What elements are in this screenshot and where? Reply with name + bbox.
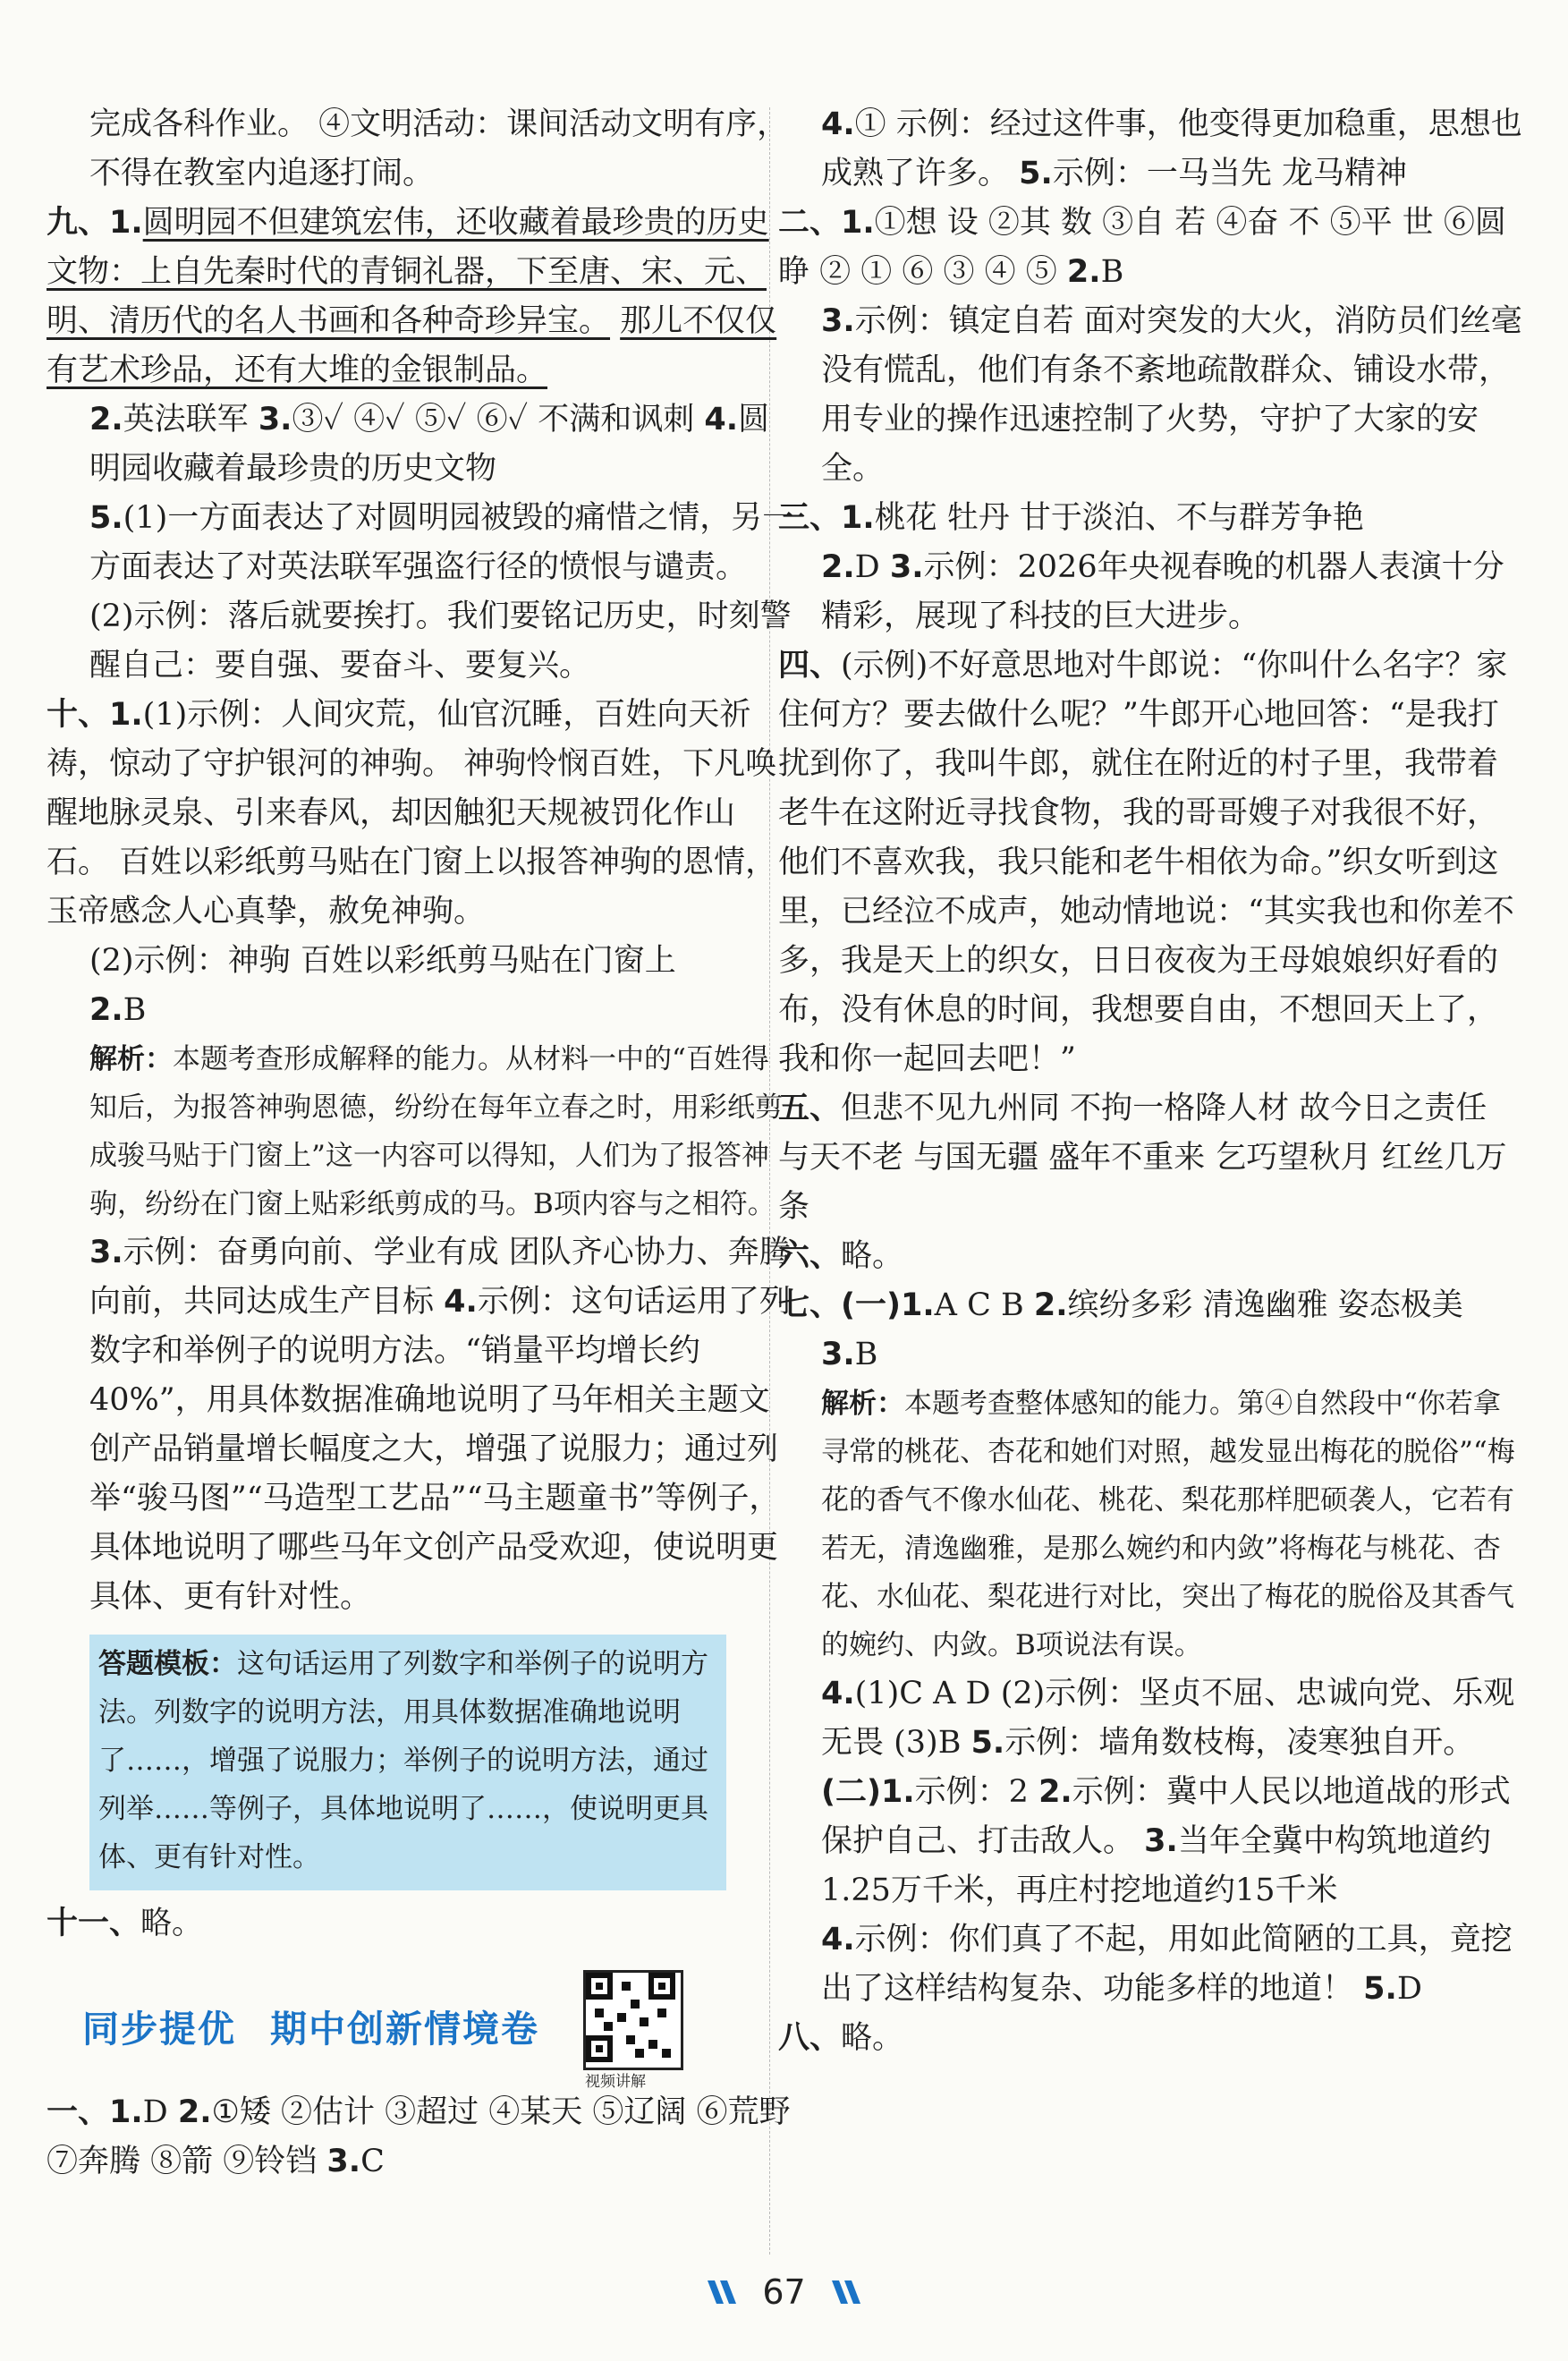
question-item bbox=[821, 1330, 1528, 1380]
section-2 bbox=[778, 199, 1528, 297]
answer-text: 示例：奋勇向前、学业有成 团队齐心协力、奔腾向前，共同达成生产目标 bbox=[89, 1235, 791, 1320]
answer-text: ③✓ ④✓ ⑤✓ ⑥✓ 不满和讽刺 bbox=[292, 402, 695, 437]
banner-title: 同步提优 bbox=[82, 2007, 236, 2051]
section-label: 八、 bbox=[778, 2020, 842, 2056]
section-label: 九、 bbox=[47, 205, 110, 241]
part-label: (一) bbox=[841, 1287, 902, 1323]
answer-text: (示例)不好意思地对牛郎说：“你叫什么名字？家住何方？要去做什么呢？”牛郎开心地回答：“是我打扰到你了，我叫牛郎，就住在附近的村子里，我带着老牛在这附近寻找食物，我的哥哥嫂子对我很不好，他们不喜欢我，我只能和老牛相依为命。”织女听到这里，已经泣不成声，她动情地说：“其实我也和你差不多，我是天上的织女，日日夜夜为王母娘娘织好看的布，没有休息的时间，我想要自由，不想回天上了，我和你一起回去吧！” bbox=[778, 648, 1514, 1077]
section-label: 十、 bbox=[47, 697, 110, 733]
section-9 bbox=[47, 199, 796, 395]
question-number: 3. bbox=[889, 549, 924, 585]
question-number: 1. bbox=[109, 2094, 143, 2130]
analysis-label: 解析： bbox=[89, 1043, 173, 1075]
analysis-text: 本题考查整体感知的能力。第④自然段中“你若拿寻常的桃花、杏花和她们对照，越发显出梅花的脱俗”“梅花的香气不像水仙花、桃花、梨花那样肥硕袭人，它若有若无，清逸幽雅，是那么婉约和内敛”将梅花与桃花、杏花、水仙花、梨花进行对比，突出了梅花的脱俗及其香气的婉约、内敛。B项说法有误。 bbox=[821, 1388, 1515, 1661]
section-label: 七、 bbox=[778, 1287, 842, 1323]
section-1 bbox=[47, 2088, 796, 2187]
section-11 bbox=[47, 1899, 796, 1949]
question-item bbox=[821, 1915, 1528, 2014]
question-number: 3. bbox=[821, 1337, 855, 1372]
answer-text: 示例：2026年央视春晚的机器人表演十分精彩，展现了科技的巨大进步。 bbox=[821, 549, 1504, 634]
question-number: 1. bbox=[109, 205, 143, 241]
question-number: 1. bbox=[109, 697, 143, 733]
question-number: 4. bbox=[821, 1922, 855, 1958]
section-label: 十一、 bbox=[47, 1906, 141, 1941]
question-number: 4. bbox=[704, 402, 739, 437]
answer-text: (1)C A D (2)示例：坚贞不屈、忠诚向党、乐观无畏 (3)B bbox=[821, 1676, 1515, 1761]
answer-text: B bbox=[854, 1337, 878, 1372]
answer-text: 示例：墙角数枝梅，凌寒独自开。 bbox=[1004, 1725, 1475, 1761]
double-chevron-right-icon bbox=[826, 2279, 866, 2306]
section-label: 六、 bbox=[778, 1238, 842, 1274]
question-number: 5. bbox=[970, 1725, 1005, 1761]
answer-text: 圆明园不但建筑宏伟，还收藏着最珍贵的历史文物：上自先秦时代的青铜礼器，下至唐、宋、元、明、清历代的名人书画和各种奇珍异宝。 bbox=[47, 205, 769, 339]
answer-text: 桃花 牡丹 甘于淡泊、不与群芳争艳 bbox=[874, 500, 1364, 536]
answer-text: 示例：一马当先 龙马精神 bbox=[1052, 156, 1407, 191]
answer-text: 圆明园收藏着最珍贵的历史文物 bbox=[89, 402, 770, 487]
question-number: 4. bbox=[821, 106, 855, 142]
question-number: 3. bbox=[326, 2144, 361, 2179]
question-item bbox=[821, 297, 1528, 494]
answer-text: B bbox=[1100, 254, 1124, 290]
question-number: 2. bbox=[1038, 1774, 1072, 1810]
left-column bbox=[47, 100, 796, 2187]
qr-caption: 视频讲解 bbox=[585, 2073, 646, 2091]
question-number: 1. bbox=[841, 500, 875, 536]
section-label: 一、 bbox=[47, 2094, 110, 2130]
answer-text: C bbox=[360, 2144, 385, 2179]
question-number: 2. bbox=[89, 992, 123, 1028]
section-6 bbox=[778, 1232, 1528, 1281]
answer-template bbox=[98, 1640, 714, 1881]
question-number: 1. bbox=[901, 1287, 935, 1323]
question-number: 4. bbox=[444, 1284, 478, 1320]
answer-text: 示例：2 bbox=[914, 1774, 1029, 1810]
question-number: 3. bbox=[89, 1235, 123, 1270]
analysis-label: 解析： bbox=[821, 1388, 904, 1420]
question-number: 3. bbox=[1144, 1823, 1178, 1859]
question-item bbox=[89, 395, 796, 494]
answer-text: 略。 bbox=[841, 1238, 904, 1274]
question-number: 3. bbox=[821, 303, 855, 339]
question-item bbox=[89, 494, 796, 691]
question-number: 3. bbox=[258, 402, 292, 437]
template-label: 答题模板： bbox=[98, 1648, 237, 1680]
question-item bbox=[89, 1228, 796, 1622]
template-text: 这句话运用了列数字和举例子的说明方法。列数字的说明方法，用具体数据准确地说明了……，增强了说服力；举例子的说明方法，通过列举……等例子，具体地说明了……，使说明更具体、更有针对性。 bbox=[98, 1648, 708, 1873]
answer-text: 示例：你们真了不起，用如此简陋的工具，竟挖出了这样结构复杂、功能多样的地道！ bbox=[821, 1922, 1513, 2007]
answer-text: 英法联军 bbox=[123, 402, 249, 437]
question-item bbox=[821, 1768, 1528, 1915]
question-number: 1. bbox=[841, 205, 875, 241]
section-label: 二、 bbox=[778, 205, 842, 241]
question-number: 4. bbox=[821, 1676, 855, 1711]
part-label: (二) bbox=[821, 1774, 881, 1810]
answer-text: (1)示例：人间灾荒，仙官沉睡，百姓向天祈祷，惊动了守护银河的神驹。 神驹怜悯百姓，下凡唤醒地脉灵泉、引来春风，却因触犯天规被罚化作山石。 百姓以彩纸剪马贴在门窗上以报答神驹的恩情，玉帝感念人心真挚，赦免神驹。 bbox=[47, 697, 777, 930]
section-label: 五、 bbox=[778, 1091, 842, 1126]
analysis-text: 本题考查形成解释的能力。从材料一中的“百姓得知后，为报答神驹恩德，纷纷在每年立春之时，用彩纸剪成骏马贴于门窗上”这一内容可以得知，人们为了报答神驹，纷纷在门窗上贴彩纸剪成的马。B项内容与之相符。 bbox=[89, 1043, 783, 1220]
answer-text: 那儿不仅仅有艺术珍品，还有大堆的金银制品。 bbox=[47, 303, 777, 388]
answer-text: 示例：这句话运用了列数字和举例子的说明方法。“销量平均增长约40%”，用具体数据准确地说明了马年相关主题文创产品销量增长幅度之大，增强了说服力；通过列举“骏马图”“马造型工艺品”“马主题童书”等例子，具体地说明了哪些马年文创产品受欢迎，使说明更具体、更有针对性。 bbox=[89, 1284, 791, 1615]
section-10 bbox=[47, 691, 796, 937]
question-number: 2. bbox=[89, 402, 123, 437]
question-number: 5. bbox=[1363, 1971, 1397, 2007]
answer-text: 但悲不见九州同 不拘一格降人材 故今日之责任 与天不老 与国无疆 盛年不重来 乞巧望秋月 红丝几万条 bbox=[778, 1091, 1507, 1225]
answer-text: D bbox=[142, 2094, 168, 2130]
answer-text: A C B bbox=[934, 1287, 1024, 1323]
question-number: 2. bbox=[177, 2094, 212, 2130]
answer-text: D bbox=[1396, 1971, 1422, 2007]
answer-text: ①矮 ②估计 ③超过 ④某天 ⑤辽阔 ⑥荒野 ⑦奔腾 ⑧箭 ⑨铃铛 bbox=[47, 2094, 791, 2179]
answer-text: B bbox=[123, 992, 147, 1028]
answer-template-box bbox=[89, 1635, 726, 1890]
answer-text: ①想 设 ②其 数 ③自 若 ④奋 不 ⑤平 世 ⑥圆 睁 ② ① ⑥ ③ ④ ⑤ bbox=[778, 205, 1506, 290]
page-number: 67 bbox=[762, 2272, 806, 2312]
question-item bbox=[821, 543, 1528, 641]
section-8 bbox=[778, 2014, 1528, 2063]
qr-code-icon[interactable] bbox=[583, 1970, 683, 2070]
question-number: 2. bbox=[1066, 254, 1101, 290]
banner-subtitle: 期中创新情境卷 bbox=[270, 2007, 539, 2051]
page-footer bbox=[0, 2272, 1568, 2312]
answer-text: 略。 bbox=[140, 1906, 204, 1941]
answer-text: D bbox=[854, 549, 880, 585]
question-number: 1. bbox=[881, 1774, 915, 1810]
question-number: 5. bbox=[1019, 156, 1053, 191]
section-4 bbox=[778, 641, 1528, 1084]
answer-text: 示例：镇定自若 面对突发的大火，消防员们丝毫没有慌乱，他们有条不紊地疏散群众、铺设水带，用专业的操作迅速控制了火势，守护了大家的安全。 bbox=[821, 303, 1522, 487]
answer-text: ① 示例：经过这件事，他变得更加稳重，思想也成熟了许多。 bbox=[821, 106, 1522, 191]
question-item bbox=[821, 100, 1528, 199]
section-label: 四、 bbox=[778, 648, 842, 684]
question-number: 5. bbox=[89, 500, 123, 536]
answer-text: 示例：冀中人民以地道战的形式保护自己、打击敌人。 bbox=[821, 1774, 1511, 1859]
answer-text: 略。 bbox=[841, 2020, 904, 2056]
analysis bbox=[89, 1035, 796, 1228]
answer-text: 完成各科作业。 ④文明活动：课间活动文明有序，不得在教室内追逐打闹。 bbox=[89, 106, 789, 191]
answer-text: 缤纷多彩 清逸幽雅 姿态极美 bbox=[1067, 1287, 1463, 1323]
answer-text: (1)一方面表达了对圆明园被毁的痛惜之情，另一方面表达了对英法联军强盗行径的愤恨与谴责。 (2)示例：落后就要挨打。我们要铭记历史，时刻警醒自己：要自强、要奋斗、要复兴。 bbox=[89, 500, 794, 684]
question-item bbox=[821, 1669, 1528, 1768]
section-3 bbox=[778, 494, 1528, 543]
answer-text: (2)示例：神驹 百姓以彩纸剪马贴在门窗上 bbox=[89, 943, 676, 979]
section-5 bbox=[778, 1084, 1528, 1232]
section-7 bbox=[778, 1281, 1528, 1330]
double-chevron-left-icon bbox=[702, 2279, 742, 2306]
answer-text: 当年全冀中构筑地道约1.25万千米，再庄村挖地道约15千米 bbox=[821, 1823, 1491, 1908]
section-label: 三、 bbox=[778, 500, 842, 536]
section-banner bbox=[82, 1981, 796, 2091]
analysis bbox=[821, 1380, 1528, 1669]
question-item bbox=[89, 986, 796, 1035]
question-number: 2. bbox=[1033, 1287, 1068, 1323]
right-column bbox=[778, 100, 1528, 2063]
question-number: 2. bbox=[821, 549, 855, 585]
